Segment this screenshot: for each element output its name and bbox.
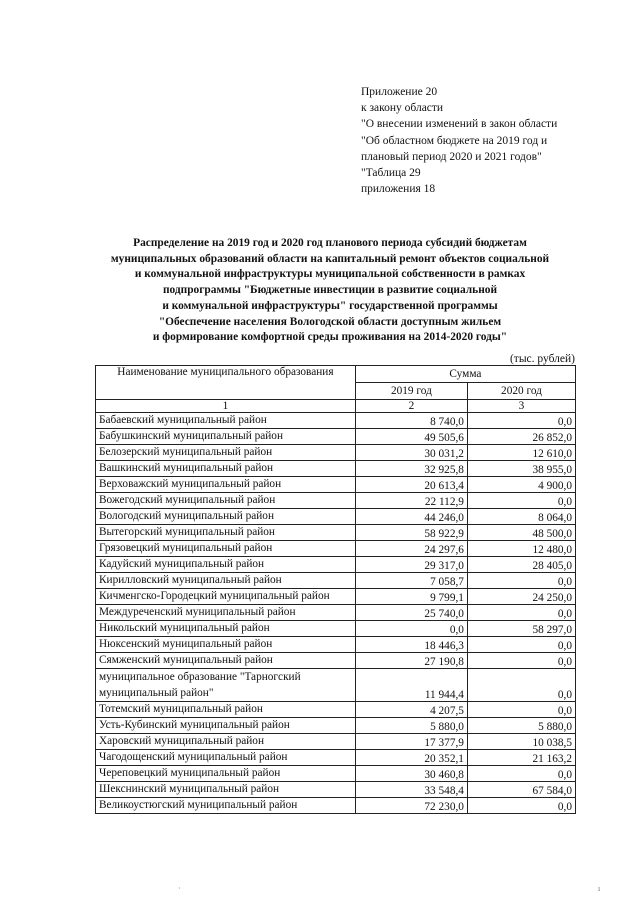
sum-2019: 32 925,8	[355, 461, 467, 477]
sum-2020: 38 955,0	[467, 461, 575, 477]
title-line: и коммунальной инфраструктуры муниципальной собственности в рамках	[134, 268, 526, 281]
sum-2020: 5 880,0	[467, 718, 575, 734]
sum-2020: 21 163,2	[467, 750, 575, 766]
sum-2020: 0,0	[467, 413, 575, 429]
sum-2019: 24 297,6	[355, 541, 467, 557]
table-row	[96, 589, 576, 605]
district-name: муниципальное образование "Тарногский муниципальный район"	[96, 669, 356, 702]
table-row	[96, 413, 576, 429]
header-sum: Сумма	[355, 366, 575, 383]
district-name: Верховажский муниципальный район	[96, 477, 356, 493]
sum-2019: 4 207,5	[355, 702, 467, 718]
appendix-line: "Об областном бюджете на 2019 год и	[361, 134, 548, 147]
district-name: Харовский муниципальный район	[96, 734, 356, 750]
table-row	[96, 766, 576, 782]
table-row	[96, 509, 576, 525]
district-name: Вожегодский муниципальный район	[96, 493, 356, 509]
district-name: Вологодский муниципальный район	[96, 509, 356, 525]
sum-2019: 22 112,9	[355, 493, 467, 509]
appendix-line: Приложение 20	[361, 86, 438, 98]
sum-2020: 0,0	[467, 493, 575, 509]
appendix-line: "Таблица 29	[361, 167, 421, 180]
sum-2020: 28 405,0	[467, 557, 575, 573]
appendix-line: приложения 18	[361, 183, 436, 196]
column-number: 2	[355, 400, 467, 413]
table-row	[96, 621, 576, 637]
sum-2020: 0,0	[467, 653, 575, 669]
table-row	[96, 461, 576, 477]
sum-2020: 24 250,0	[467, 589, 575, 605]
sum-2020: 26 852,0	[467, 429, 575, 445]
units-label: (тыс. рублей)	[509, 353, 575, 365]
table-row	[96, 750, 576, 766]
table-row	[96, 637, 576, 653]
district-name: Тотемский муниципальный район	[96, 702, 356, 718]
table-row	[96, 782, 576, 798]
sum-2020: 0,0	[467, 798, 575, 814]
district-name: Никольский муниципальный район	[96, 621, 356, 637]
table-row	[96, 477, 576, 493]
header-2020: 2020 год	[467, 383, 575, 400]
district-name: Бабаевский муниципальный район	[96, 413, 356, 429]
table-row	[96, 557, 576, 573]
title-line: и формирование комфортной среды проживания на 2014-2020 годы"	[152, 331, 508, 344]
appendix-line: плановый период 2020 и 2021 годов"	[361, 150, 542, 163]
sum-2019: 33 548,4	[355, 782, 467, 798]
sum-2020: 67 584,0	[467, 782, 575, 798]
sum-2019: 5 880,0	[355, 718, 467, 734]
sum-2020: 48 500,0	[467, 525, 575, 541]
district-name: Кичменгско-Городецкий муниципальный район	[96, 589, 356, 605]
sum-2019: 20 352,1	[355, 750, 467, 766]
district-name: Вытегорский муниципальный район	[96, 525, 356, 541]
district-name: Кадуйский муниципальный район	[96, 557, 356, 573]
district-name: Вашкинский муниципальный район	[96, 461, 356, 477]
sum-2019: 30 031,2	[355, 445, 467, 461]
district-name: Шекснинский муниципальный район	[96, 782, 356, 798]
table-row	[96, 541, 576, 557]
table-row	[96, 493, 576, 509]
document-title	[80, 236, 580, 346]
title-line: подпрограммы "Бюджетные инвестиции в развитие социальной	[162, 284, 498, 297]
sum-2019: 27 190,8	[355, 653, 467, 669]
appendix-block	[361, 84, 621, 197]
appendix-line: "О внесении изменений в закон области	[361, 118, 558, 131]
table-row	[96, 798, 576, 814]
district-name: Великоустюгский муниципальный район	[96, 798, 356, 814]
sum-2019: 18 446,3	[355, 637, 467, 653]
sum-2019: 30 460,8	[355, 766, 467, 782]
district-name: Кирилловский муниципальный район	[96, 573, 356, 589]
sum-2019: 72 230,0	[355, 798, 467, 814]
sum-2020: 0,0	[467, 702, 575, 718]
sum-2019: 49 505,6	[355, 429, 467, 445]
district-name: Белозерский муниципальный район	[96, 445, 356, 461]
table-row	[96, 429, 576, 445]
sum-2020: 4 900,0	[467, 477, 575, 493]
district-name: Бабушкинский муниципальный район	[96, 429, 356, 445]
sum-2020: 8 064,0	[467, 509, 575, 525]
title-line: Распределение на 2019 год и 2020 год планового периода субсидий бюджетам	[133, 237, 527, 249]
table-row	[96, 573, 576, 589]
scan-mark: ·	[178, 884, 181, 893]
sum-2020: 12 610,0	[467, 445, 575, 461]
sum-2020: 58 297,0	[467, 621, 575, 637]
sum-2019: 8 740,0	[355, 413, 467, 429]
sum-2019: 58 922,9	[355, 525, 467, 541]
sum-2019: 29 317,0	[355, 557, 467, 573]
sum-2020: 0,0	[467, 605, 575, 621]
title-line: и коммунальной инфраструктуры" государственной программы	[162, 299, 498, 312]
table-row	[96, 525, 576, 541]
scan-mark: ı	[598, 884, 601, 893]
table-row	[96, 702, 576, 718]
sum-2020: 12 480,0	[467, 541, 575, 557]
sum-2019: 11 944,4	[355, 669, 467, 702]
district-name: Грязовецкий муниципальный район	[96, 541, 356, 557]
column-number: 1	[96, 400, 356, 413]
header-name: Наименование муниципального образования	[96, 366, 356, 400]
sum-2019: 25 740,0	[355, 605, 467, 621]
district-name: Чагодощенский муниципальный район	[96, 750, 356, 766]
district-name: Сямженский муниципальный район	[96, 653, 356, 669]
column-number: 3	[467, 400, 575, 413]
district-name: Череповецкий муниципальный район	[96, 766, 356, 782]
district-name: Междуреченский муниципальный район	[96, 605, 356, 621]
sum-2020: 10 038,5	[467, 734, 575, 750]
sum-2020: 0,0	[467, 573, 575, 589]
sum-2019: 20 613,4	[355, 477, 467, 493]
header-2019: 2019 год	[355, 383, 467, 400]
sum-2020: 0,0	[467, 669, 575, 702]
district-name: Нюксенский муниципальный район	[96, 637, 356, 653]
sum-2019: 44 246,0	[355, 509, 467, 525]
table-row	[96, 605, 576, 621]
sum-2019: 17 377,9	[355, 734, 467, 750]
sum-2019: 7 058,7	[355, 573, 467, 589]
title-line: муниципальных образований области на капитальный ремонт объектов социальной	[110, 252, 550, 265]
subsidy-table	[95, 365, 576, 814]
appendix-line: к закону области	[361, 102, 444, 115]
sum-2019: 9 799,1	[355, 589, 467, 605]
table-row	[96, 734, 576, 750]
title-line: "Обеспечение населения Вологодской области доступным жильем	[158, 315, 502, 328]
table-row	[96, 669, 576, 702]
table-row	[96, 653, 576, 669]
sum-2019: 0,0	[355, 621, 467, 637]
sum-2020: 0,0	[467, 766, 575, 782]
table-row	[96, 718, 576, 734]
table-row	[96, 445, 576, 461]
sum-2020: 0,0	[467, 637, 575, 653]
district-name: Усть-Кубинский муниципальный район	[96, 718, 356, 734]
